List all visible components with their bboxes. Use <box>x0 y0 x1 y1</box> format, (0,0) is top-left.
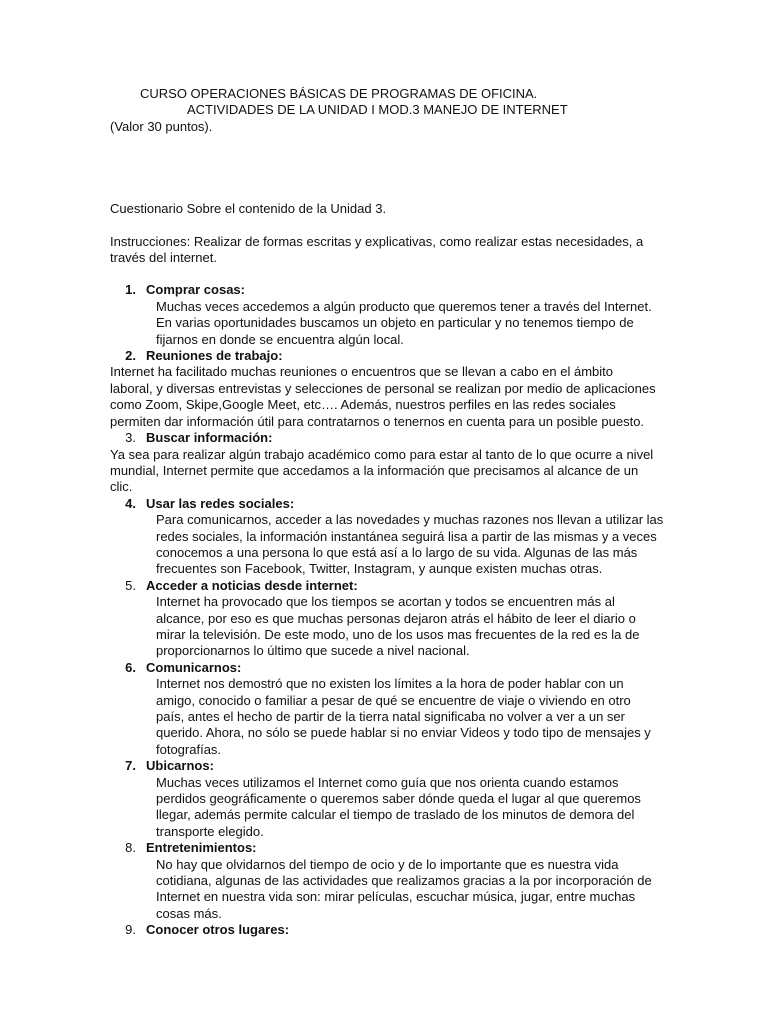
item-line: como Zoom, Skipe,Google Meet, etc…. Además, nuestros perfiles en las redes sociales <box>110 397 616 413</box>
activity-list <box>110 282 668 938</box>
list-item <box>110 660 668 758</box>
item-body <box>110 512 668 578</box>
item-line: transporte elegido. <box>156 823 264 839</box>
item-heading: Buscar información: <box>146 430 273 446</box>
item-body <box>110 775 668 841</box>
item-number: 3. <box>125 430 136 446</box>
item-line: redes sociales, la información instantánea seguirá lisa a partir de las mismas y a veces <box>156 528 657 544</box>
list-item <box>110 578 668 660</box>
list-item <box>110 348 668 430</box>
item-number: 1. <box>125 282 136 298</box>
item-body <box>110 447 668 496</box>
item-line: Ya sea para realizar algún trabajo académico como para estar al tanto de lo que ocurre a nivel <box>110 446 654 462</box>
instructions-line-2: través del internet. <box>110 250 217 266</box>
item-line: Internet ha provocado que los tiempos se acortan y todos se encuentren más al <box>156 594 615 610</box>
item-number: 2. <box>125 348 136 364</box>
item-line: Muchas veces utilizamos el Internet como guía que nos orienta cuando estamos <box>156 774 619 790</box>
item-line: querido. Ahora, no sólo se puede hablar si no enviar Videos y todo tipo de mensajes y <box>156 725 651 741</box>
item-line: Internet ha facilitado muchas reuniones o encuentros que se llevan a cabo en el ámbito <box>110 364 613 380</box>
instructions <box>110 234 668 267</box>
item-heading: Reuniones de trabajo: <box>146 348 283 364</box>
item-number: 7. <box>125 758 136 774</box>
item-line: permiten dar información útil para contratarnos o tenernos en cuenta para un posible puesto. <box>110 413 645 429</box>
list-item <box>110 496 668 578</box>
item-number: 9. <box>125 922 136 938</box>
item-body <box>110 364 668 430</box>
item-line: cosas más. <box>156 905 222 921</box>
item-heading: Comprar cosas: <box>146 282 245 298</box>
item-line: llegar, además permite calcular el tiempo de traslado de los minutos de demora del <box>156 807 635 823</box>
item-line: país, antes el hecho de partir de la tierra natal significaba no volver a ver a un ser <box>156 709 625 724</box>
item-body <box>110 676 668 758</box>
item-heading: Acceder a noticias desde internet: <box>146 577 358 593</box>
item-heading: Ubicarnos: <box>146 758 214 774</box>
item-line: En varias oportunidades buscamos un objeto en particular y no tenemos tiempo de <box>156 315 634 331</box>
item-heading: Comunicarnos: <box>146 659 242 675</box>
item-line: amigo, conocido o familiar a pesar de qué se encuentre de viaje o viviendo en otro <box>156 692 631 708</box>
item-line: frecuentes son Facebook, Twitter, Instagram, y aunque existen muchas otras. <box>156 561 603 577</box>
item-line: perdidos geográficamente o queremos saber dónde queda el lugar al que queremos <box>156 791 641 807</box>
item-line: proporcionarnos lo último que sucede a nivel nacional. <box>156 643 470 659</box>
item-heading: Entretenimientos: <box>146 840 257 856</box>
instructions-line-1: Instrucciones: Realizar de formas escritas y explicativas, como realizar estas necesidades, a <box>110 233 644 249</box>
item-number: 6. <box>125 659 136 675</box>
item-heading: Usar las redes sociales: <box>146 495 295 511</box>
item-line: Internet nos demostró que no existen los límites a la hora de poder hablar con un <box>156 676 624 692</box>
list-item <box>110 430 668 496</box>
item-number: 4. <box>125 495 136 511</box>
item-line: fotografías. <box>156 741 222 757</box>
spacer <box>110 135 668 195</box>
item-line: alcance, por eso es que muchas personas dejaron atrás el hábito de leer el diario o <box>156 610 636 626</box>
item-number: 8. <box>125 840 136 856</box>
activity-title: ACTIVIDADES DE LA UNIDAD I MOD.3 MANEJO DE INTERNET <box>187 102 568 118</box>
list-item <box>110 840 668 922</box>
item-line: fijarnos en donde se encuentra algún local. <box>156 331 404 347</box>
item-heading: Conocer otros lugares: <box>146 922 290 938</box>
item-line: Para comunicarnos, acceder a las novedades y muchas razones nos llevan a utilizar las <box>156 512 664 528</box>
item-line: No hay que olvidarnos del tiempo de ocio y de lo importante que es nuestra vida <box>156 856 619 872</box>
list-item <box>110 758 668 840</box>
item-body <box>110 594 668 660</box>
item-line: Muchas veces accedemos a algún producto que queremos tener a través del Internet. <box>156 298 652 314</box>
item-line: Internet en nuestra vida son: mirar películas, escuchar música, jugar, entre muchas <box>156 889 636 905</box>
list-item <box>110 282 668 348</box>
questionnaire-heading: Cuestionario Sobre el contenido de la Unidad 3. <box>110 201 387 217</box>
item-line: clic. <box>110 479 133 495</box>
item-body <box>110 299 668 348</box>
course-title: CURSO OPERACIONES BÁSICAS DE PROGRAMAS DE OFICINA. <box>140 86 538 101</box>
value-note: (Valor 30 puntos). <box>110 118 213 134</box>
item-body <box>110 857 668 923</box>
item-line: mirar la televisión. De este modo, uno de los usos mas frecuentes de la red es la de <box>156 626 640 642</box>
item-line: conocemos a una persona lo que está así a lo largo de su vida. Algunas de las más <box>156 544 638 560</box>
item-line: mundial, Internet permite que accedamos a la información que precisamos al alcance de un <box>110 462 639 478</box>
item-line: cotidiana, algunas de las actividades que realizamos gracias a la por incorporación de <box>156 873 652 889</box>
item-line: laboral, y diversas entrevistas y selecciones de personal se realizan por medio de aplicaciones <box>110 380 656 396</box>
list-item <box>110 922 668 938</box>
item-number: 5. <box>125 577 136 593</box>
